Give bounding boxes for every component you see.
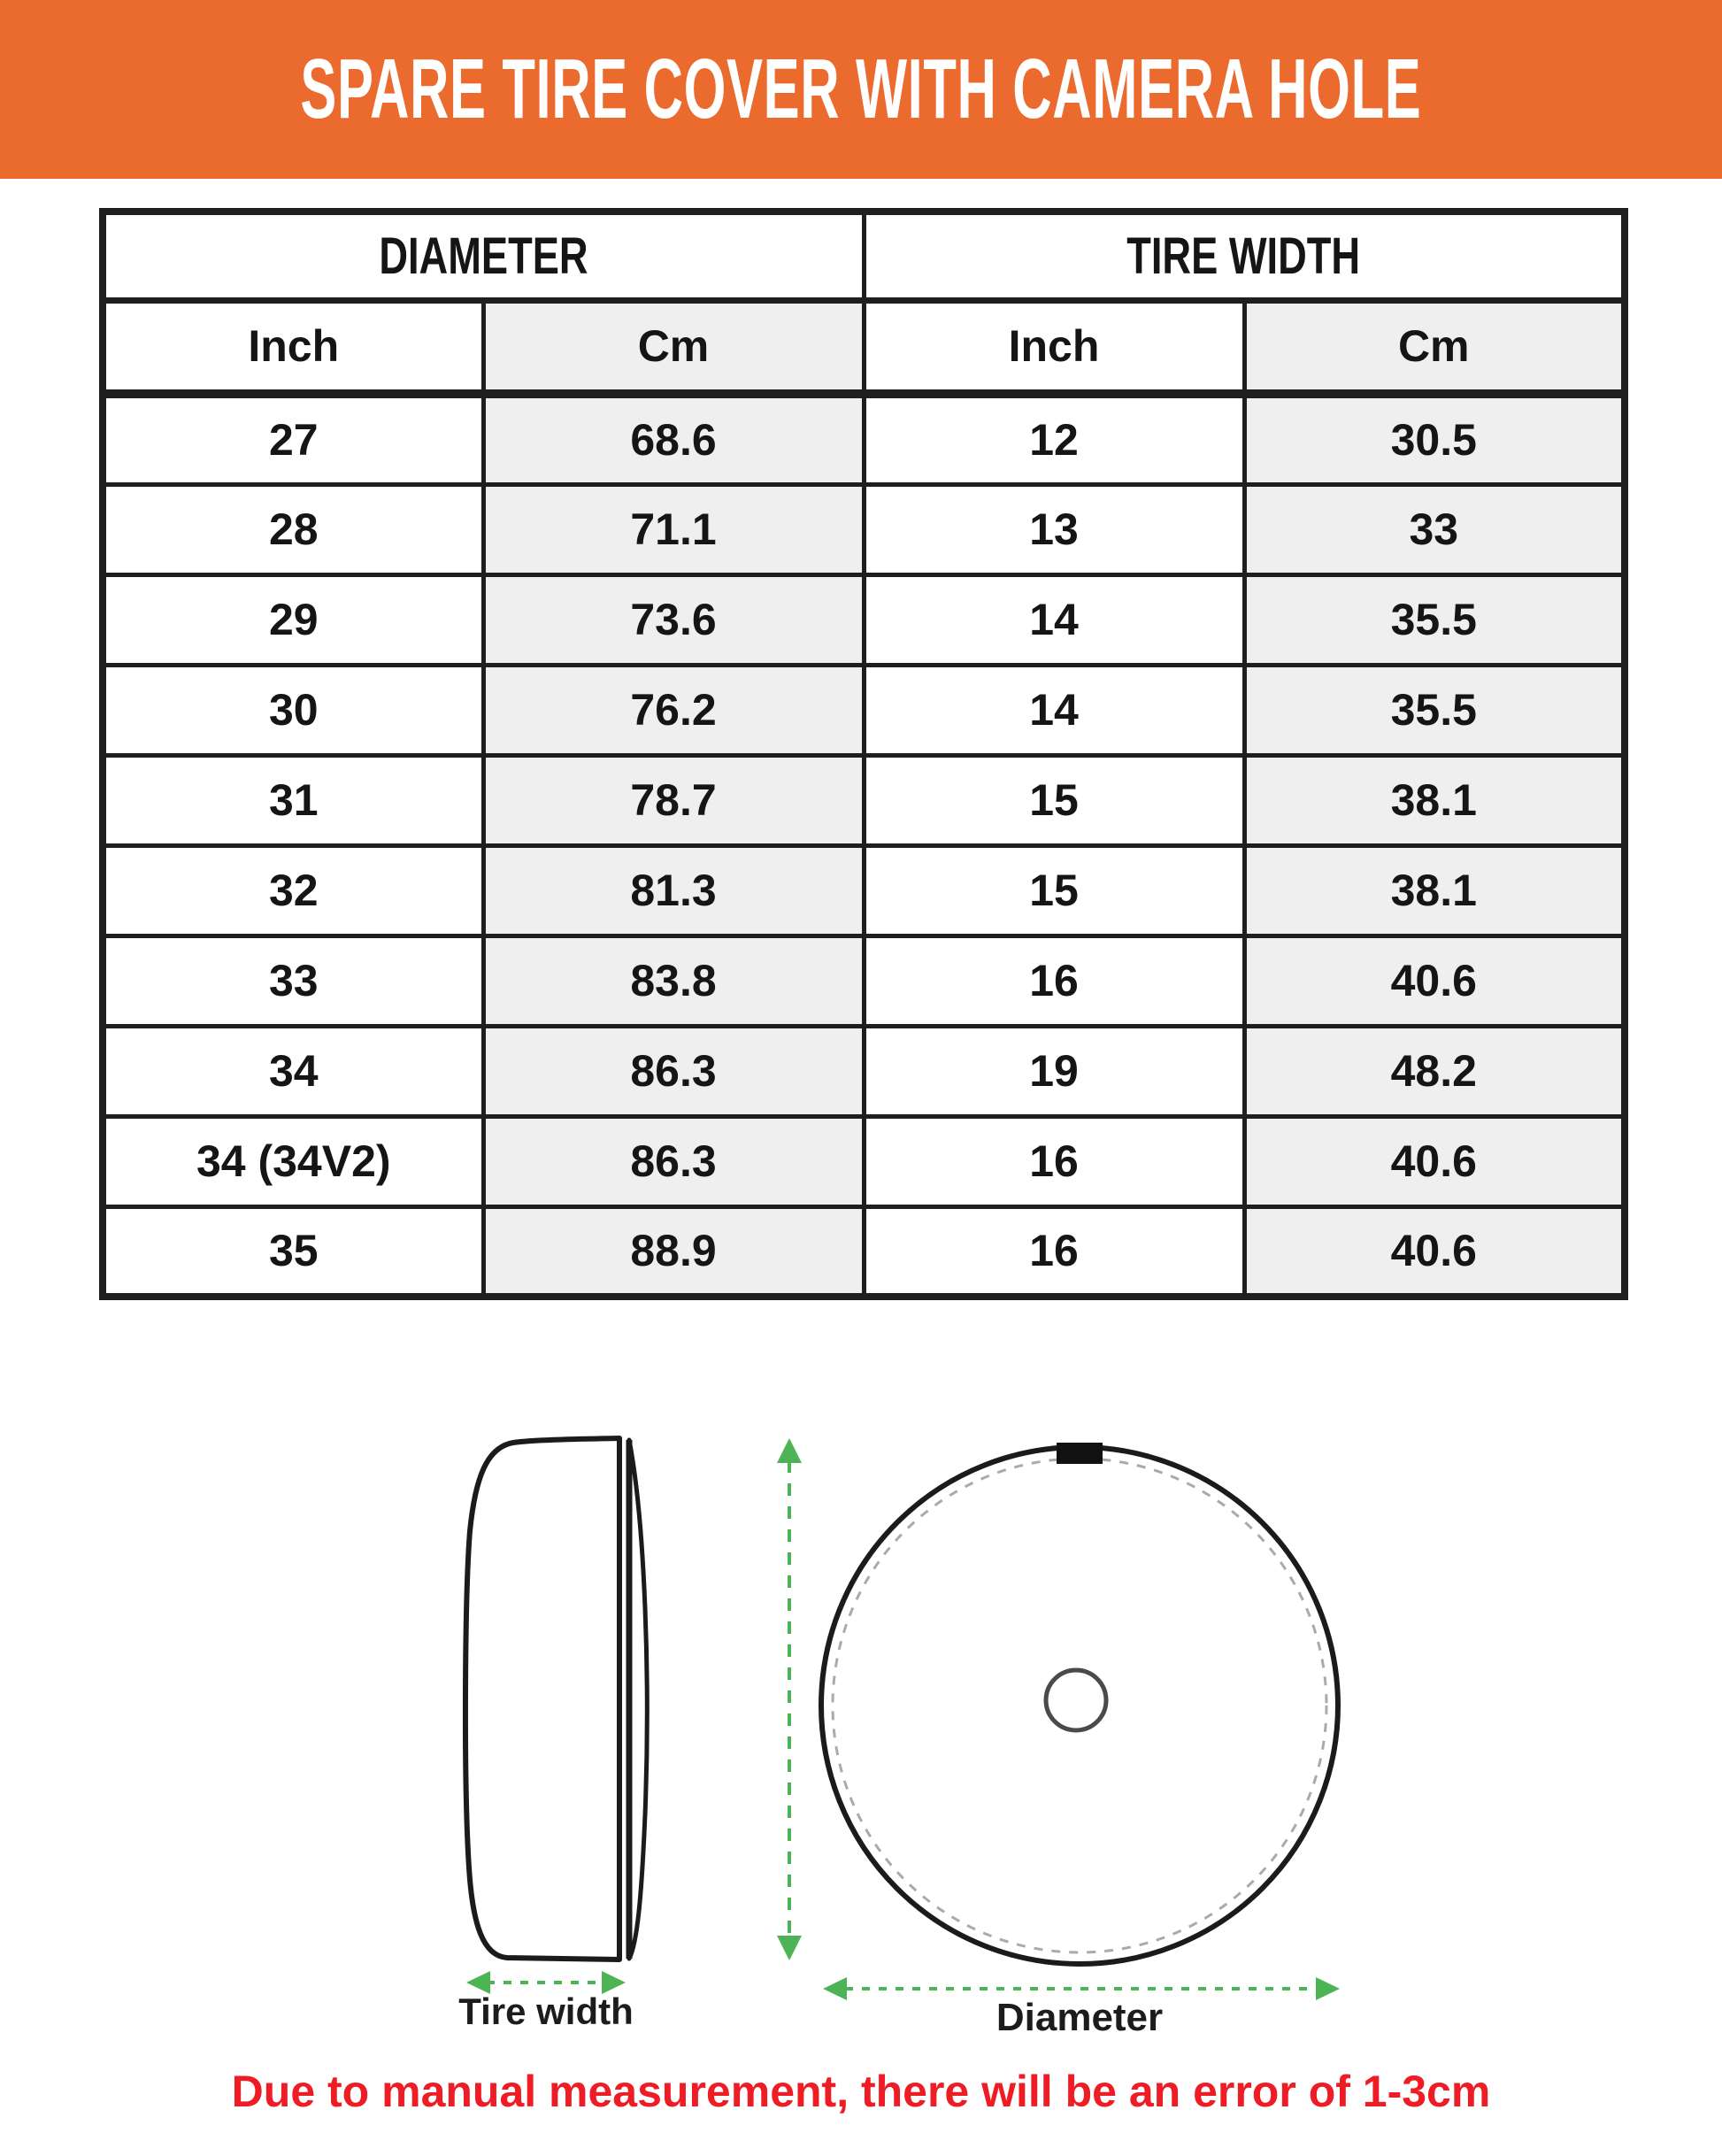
column-header-diameter-inch: Inch — [103, 300, 483, 394]
tire-front-view — [821, 1443, 1338, 1964]
table-group-header-row — [103, 212, 1625, 300]
cell-diameter-cm: 76.2 — [483, 665, 864, 755]
cell-diameter-inch: 30 — [103, 665, 483, 755]
measurement-error-note: Due to manual measurement, there will be an error of 1-3cm — [231, 2067, 1491, 2116]
table-row — [103, 394, 1625, 484]
cell-diameter-inch: 35 — [103, 1206, 483, 1297]
tire-width-label: Tire width — [458, 1990, 634, 2032]
cell-width-inch: 16 — [864, 1206, 1244, 1297]
table-row — [103, 1026, 1625, 1116]
cell-diameter-inch: 31 — [103, 755, 483, 845]
table-row — [103, 665, 1625, 755]
page-title: SPARE TIRE COVER WITH CAMERA HOLE — [300, 42, 1422, 136]
cell-width-inch: 19 — [864, 1026, 1244, 1116]
cell-diameter-cm: 88.9 — [483, 1206, 864, 1297]
cell-width-cm: 30.5 — [1244, 394, 1625, 484]
cell-width-inch: 14 — [864, 574, 1244, 665]
cell-width-cm: 38.1 — [1244, 845, 1625, 936]
cell-diameter-inch: 34 — [103, 1026, 483, 1116]
table-row — [103, 845, 1625, 936]
cell-width-cm: 40.6 — [1244, 936, 1625, 1026]
table-row — [103, 936, 1625, 1026]
cell-diameter-cm: 73.6 — [483, 574, 864, 665]
table-row — [103, 1206, 1625, 1297]
diameter-label: Diameter — [996, 1996, 1164, 2039]
table-row — [103, 574, 1625, 665]
cell-width-cm: 35.5 — [1244, 665, 1625, 755]
cell-diameter-cm: 83.8 — [483, 936, 864, 1026]
cell-width-inch: 16 — [864, 936, 1244, 1026]
cell-diameter-cm: 86.3 — [483, 1116, 864, 1206]
cell-diameter-inch: 28 — [103, 484, 483, 574]
cell-diameter-cm: 86.3 — [483, 1026, 864, 1116]
table-row — [103, 755, 1625, 845]
cell-diameter-cm: 68.6 — [483, 394, 864, 484]
cell-diameter-cm: 81.3 — [483, 845, 864, 936]
cell-diameter-inch: 29 — [103, 574, 483, 665]
table-row — [103, 484, 1625, 574]
column-group-diameter: DIAMETER — [103, 212, 864, 300]
cell-width-cm: 33 — [1244, 484, 1625, 574]
cell-diameter-inch: 27 — [103, 394, 483, 484]
column-group-tire-width: TIRE WIDTH — [864, 212, 1625, 300]
cell-width-inch: 14 — [864, 665, 1244, 755]
cell-diameter-inch: 33 — [103, 936, 483, 1026]
cell-width-inch: 13 — [864, 484, 1244, 574]
cell-width-cm: 48.2 — [1244, 1026, 1625, 1116]
column-header-width-inch: Inch — [864, 300, 1244, 394]
top-marker-rect — [1057, 1443, 1103, 1464]
cell-diameter-inch: 34 (34V2) — [103, 1116, 483, 1206]
cell-width-cm: 38.1 — [1244, 755, 1625, 845]
cell-width-inch: 16 — [864, 1116, 1244, 1206]
table-row — [103, 1116, 1625, 1206]
size-table — [99, 208, 1628, 1300]
table-subheader-row — [103, 300, 1625, 394]
cell-diameter-cm: 71.1 — [483, 484, 864, 574]
tire-side-view — [465, 1438, 647, 1960]
cell-diameter-inch: 32 — [103, 845, 483, 936]
tire-measurement-diagram — [0, 1416, 1722, 2039]
cell-diameter-cm: 78.7 — [483, 755, 864, 845]
cell-width-inch: 15 — [864, 845, 1244, 936]
cell-width-inch: 15 — [864, 755, 1244, 845]
column-header-width-cm: Cm — [1244, 300, 1625, 394]
cell-width-cm: 35.5 — [1244, 574, 1625, 665]
cell-width-inch: 12 — [864, 394, 1244, 484]
vertical-measure-arrow — [777, 1438, 802, 1960]
camera-hole — [1046, 1670, 1106, 1730]
header-banner — [0, 0, 1722, 179]
cell-width-cm: 40.6 — [1244, 1116, 1625, 1206]
cell-width-cm: 40.6 — [1244, 1206, 1625, 1297]
column-header-diameter-cm: Cm — [483, 300, 864, 394]
